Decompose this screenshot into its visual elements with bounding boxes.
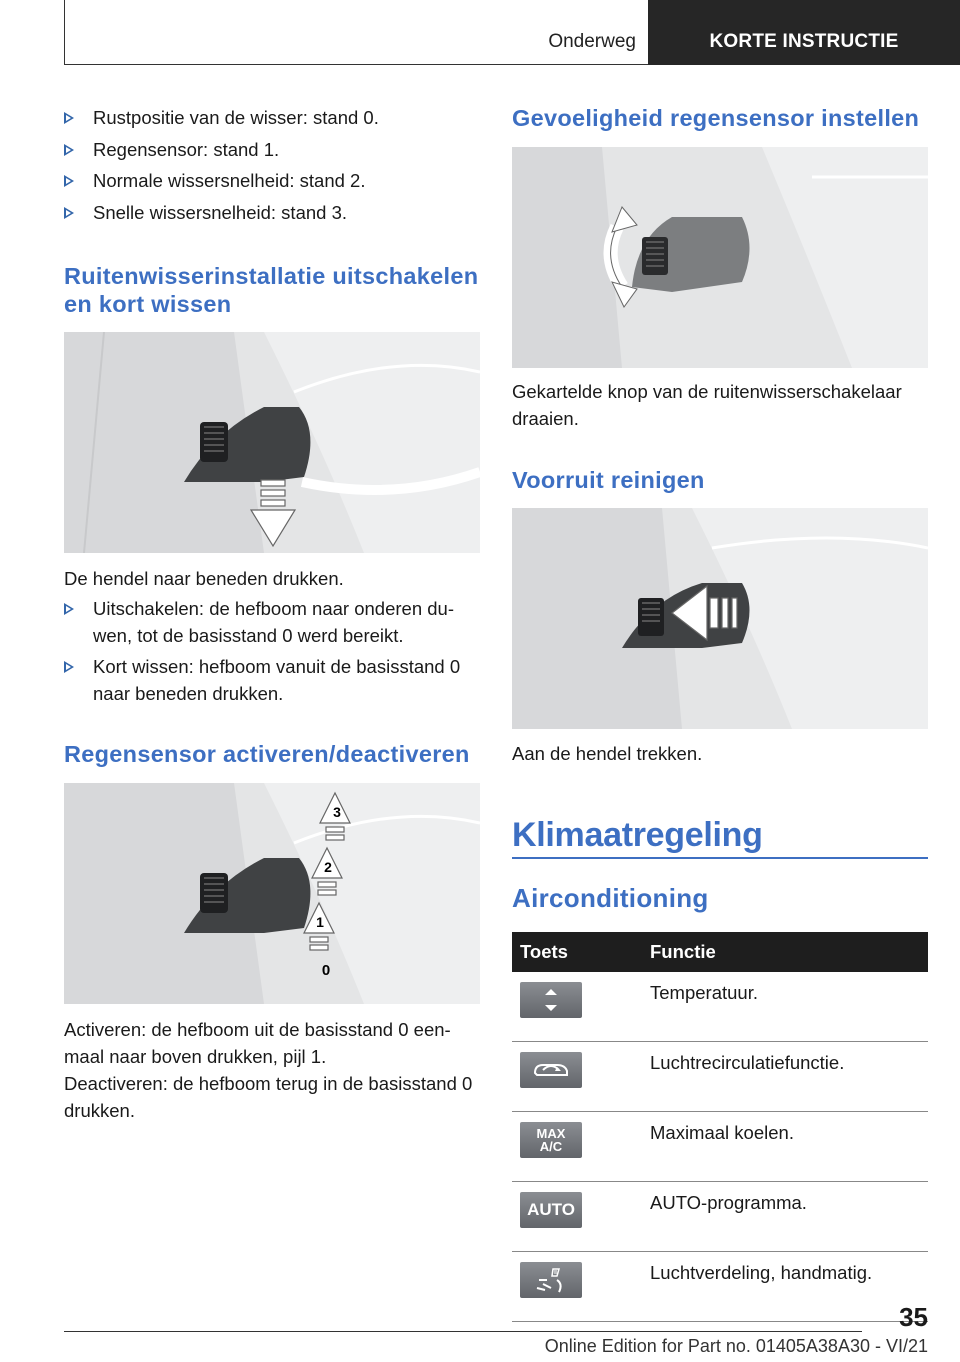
figure-lever-positions	[64, 783, 480, 1004]
temperature-arrows-icon	[520, 982, 582, 1018]
deactivate-text: Deactiveren: de hefboom terug in de basisstand 0 drukken.	[64, 1073, 473, 1121]
heading-rain-sensor: Regensensor activeren/deactiveren	[64, 741, 470, 767]
row-function: Luchtrecirculatiefunctie.	[650, 1042, 928, 1112]
header-divider-left	[64, 0, 65, 65]
bullet-item: Rustpositie van de wisser: stand 0.	[64, 104, 480, 131]
footer-rule	[64, 1331, 862, 1332]
row-function: Maximaal koelen.	[650, 1112, 928, 1182]
row-function: Temperatuur.	[650, 972, 928, 1042]
col-header-function: Functie	[650, 932, 928, 972]
bullet-icon	[64, 175, 74, 187]
position-label: 0	[321, 962, 331, 979]
bullet-icon	[64, 144, 74, 156]
max-ac-icon: MAX A/C	[520, 1122, 582, 1158]
bullet-item: Uitschakelen: de hefboom naar onderen duwen, tot de basisstand 0 werd bereikt.	[64, 595, 480, 649]
heading-climate: Klimaatregeling	[512, 816, 763, 854]
header-tab[interactable]: KORTE INSTRUCTIE	[648, 0, 960, 65]
position-label: 3	[333, 804, 341, 820]
row-function: Luchtverdeling, handmatig.	[650, 1252, 928, 1322]
bullet-item: Kort wissen: hefboom vanuit de basisstand 0 naar beneden drukken.	[64, 653, 480, 707]
figure-knurled-knob	[512, 147, 928, 368]
table-row	[512, 972, 928, 1042]
heading-wiper-off: Ruitenwisserinstallatie uitschakelen en kort wissen	[64, 263, 479, 317]
sensitivity-text: Gekartelde knop van de ruitenwisserschakelaar draaien.	[512, 381, 902, 429]
bullet-icon	[64, 207, 74, 219]
bullet-item: Snelle wissersnelheid: stand 3.	[64, 199, 480, 226]
bullet-item: Normale wissersnelheid: stand 2.	[64, 167, 480, 194]
bullet-icon	[64, 112, 74, 124]
position-label: 1	[316, 914, 324, 930]
recirculation-icon	[520, 1052, 582, 1088]
clean-text: Aan de hendel trekken.	[512, 743, 703, 764]
activate-text: Activeren: de hefboom uit de basisstand 0 eenmaal naar boven drukken, pijl 1.	[64, 1019, 451, 1067]
figure-pull-lever	[512, 508, 928, 729]
instruction-text: De hendel naar beneden drukken.	[64, 568, 344, 589]
edition-text: Online Edition for Part no. 01405A38A30 - VI/21	[544, 1336, 928, 1356]
page-number: 35	[899, 1302, 928, 1332]
table-row	[512, 1112, 928, 1182]
air-distribution-icon	[520, 1262, 582, 1298]
row-function: AUTO-programma.	[650, 1182, 928, 1252]
table-row	[512, 1042, 928, 1112]
table-row	[512, 1182, 928, 1252]
bullet-icon	[64, 661, 74, 673]
position-label: 2	[324, 859, 332, 875]
header-rule	[64, 64, 648, 65]
bullet-icon	[64, 603, 74, 615]
col-header-key: Toets	[512, 932, 650, 972]
header-section: Onderweg	[548, 31, 636, 52]
heading-sensitivity: Gevoeligheid regensensor instellen	[512, 105, 920, 131]
heading-airco: Airconditioning	[512, 883, 709, 913]
airco-table	[512, 932, 928, 1322]
table-header-row	[512, 932, 928, 972]
bullet-item: Regensensor: stand 1.	[64, 136, 480, 163]
figure-lever-down	[64, 332, 480, 553]
heading-rule	[512, 857, 928, 859]
auto-icon: AUTO	[520, 1192, 582, 1228]
heading-clean: Voorruit reinigen	[512, 467, 705, 493]
